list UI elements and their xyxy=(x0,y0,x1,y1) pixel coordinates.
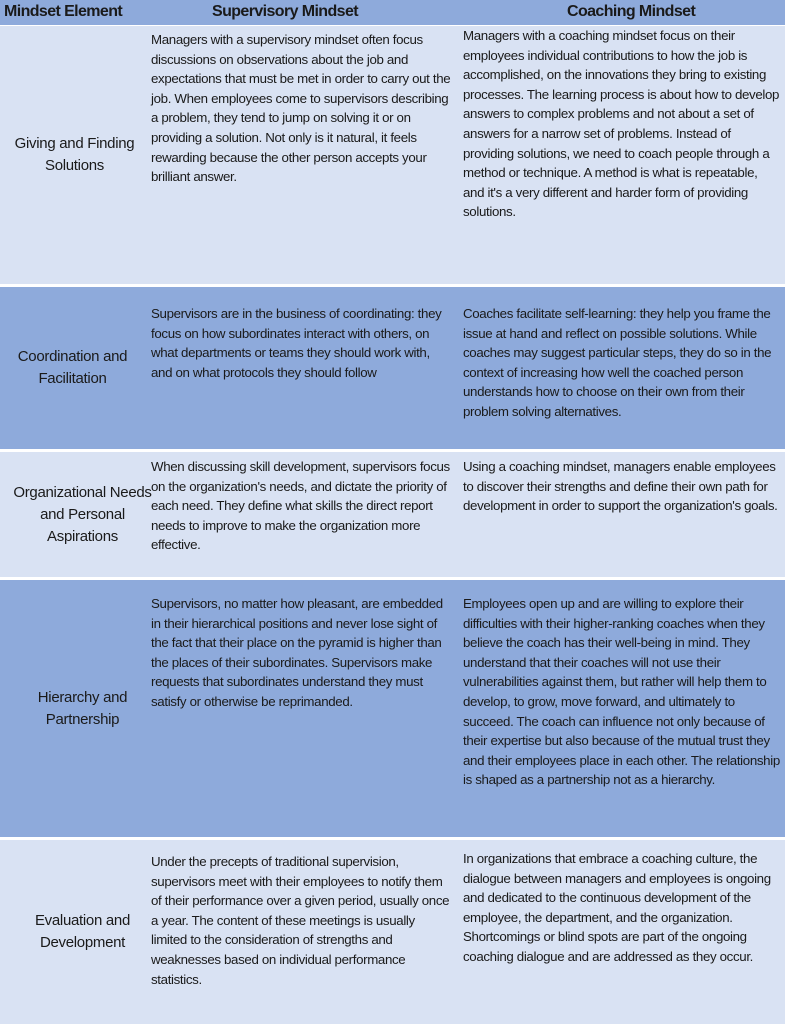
table-header xyxy=(0,0,785,25)
mindset-element-cell: Coordination and Facilitation xyxy=(17,348,128,387)
supervisory-cell: Managers with a supervisory mindset often focus discussions on observations about the job and expectations that must be met in order to carry out the job. When employees come to supervisors describing a problem, they tend to jump on solving it or on providing a solution. Not only is it natural, it feels rewarding because the other person accepts your brilliant answer. xyxy=(151,32,451,185)
supervisory-cell: When discussing skill development, supervisors focus on the organization's needs, and dictate the priority of each need. They define what skills the direct report needs to improve to make the organization more effective. xyxy=(151,459,450,553)
mindset-element-cell: Giving and Finding Solutions xyxy=(14,135,135,174)
table-row xyxy=(0,840,785,1024)
mindset-element-cell: Evaluation and Development xyxy=(34,912,131,951)
coaching-cell: Coaches facilitate self-learning: they help you frame the issue at hand and reflect on possible solutions. While coaches may suggest particular steps, they do so in the context of increasing how well the coached person understands how to choose on their own from their problem solving alternatives. xyxy=(463,306,772,419)
table-row xyxy=(0,26,785,284)
header-mindset-element: Mindset Element xyxy=(4,3,123,20)
table-row xyxy=(0,287,785,449)
coaching-cell: Using a coaching mindset, managers enable employees to discover their strengths and define their own path for development in order to support the organization's goals. xyxy=(463,459,778,514)
mindset-element-cell: Hierarchy and Partnership xyxy=(37,688,128,728)
coaching-cell: Managers with a coaching mindset focus on their employees individual contributions to how the job is accomplished, on the innovations they bring to existing processes. The learning process is about how to develop answers to complex problems and not about a set of answers for a narrow set of problems. Instead of providing solutions, we need to coach people through a method or technique. A method is what is repeatable, and it's a very different and harder form of providing solutions. xyxy=(463,28,780,220)
table-row xyxy=(0,580,785,837)
supervisory-cell: Under the precepts of traditional supervision, supervisors meet with their employees to notify them of their performance over a given period, usually once a year. The content of these meetings is usually limited to the consideration of strengths and weaknesses based on individual performance statistics. xyxy=(151,854,450,987)
header-supervisory-mindset: Supervisory Mindset xyxy=(212,3,358,20)
mindset-element-cell: Organizational Needs and Personal Aspirations xyxy=(13,483,152,545)
table-row xyxy=(0,452,785,577)
coaching-cell: Employees open up and are willing to explore their difficulties with their higher-ranking coaches when they believe the coach has their well-being in mind. They understand that their coaches will not use their vulnerabilities against them, but rather will help them to develop, to grow, move forward, and ultimately to succeed. The coach can influence not only because of their expertise but also because of the mutual trust they and their employees place in each other. The relationship is shaped as a partnership not as a hierarchy. xyxy=(463,596,780,788)
header-coaching-mindset: Coaching Mindset xyxy=(567,3,696,20)
supervisory-cell: Supervisors are in the business of coordinating: they focus on how subordinates interact with others, on what departments or teams they should work with, and on what protocols they should follow xyxy=(151,306,442,380)
supervisory-cell: Supervisors, no matter how pleasant, are embedded in their hierarchical positions and never lose sight of the fact that their place on the pyramid is higher than the places of their subordinates. Supervisors make requests that subordinates understand they must satisfy or otherwise be reprimanded. xyxy=(151,596,443,709)
coaching-cell: In organizations that embrace a coaching culture, the dialogue between managers and employees is ongoing and dedicated to the continuous development of the employee, the department, and the organization. Shortcomings or blind spots are part of the ongoing coaching dialogue and are addressed as they occur. xyxy=(463,851,771,964)
